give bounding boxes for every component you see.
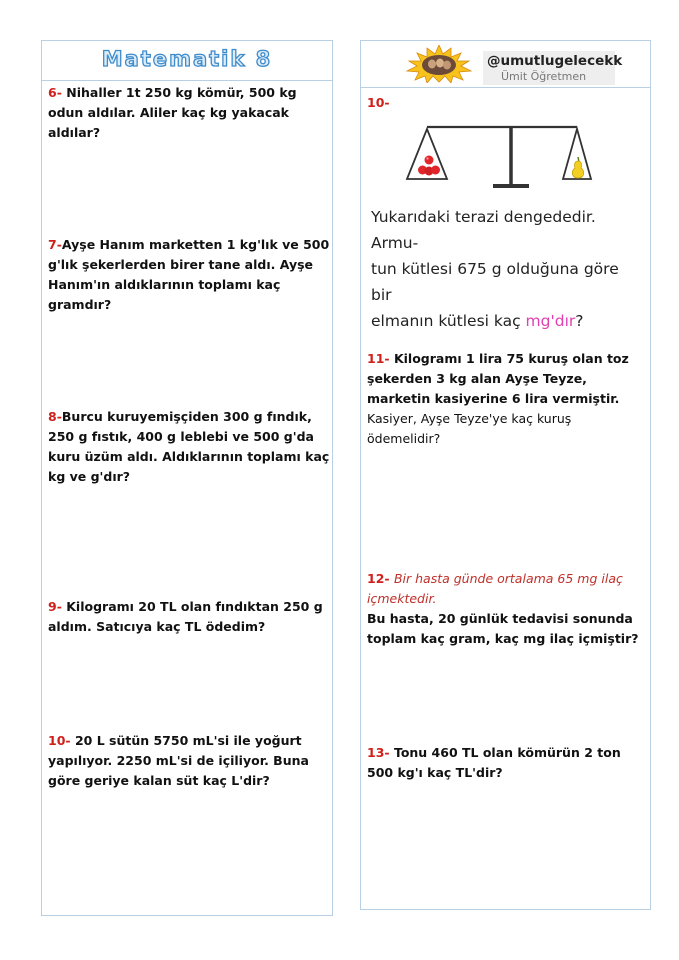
question-9 (48, 597, 330, 637)
highlighted-unit: mg'dır (525, 312, 576, 330)
question-text: 20 L sütün 5750 mL'si ile yoğurt yapılıyor. 2250 mL'si de içiliyor. Buna göre geriye kalan süt kaç L'dir? (48, 733, 309, 788)
question-12 (367, 569, 645, 649)
question-6 (48, 83, 330, 143)
question-10-right-number (367, 93, 645, 113)
question-number: 13- (367, 745, 390, 760)
author-handle: @umutlugelecekk (487, 53, 623, 69)
question-number: 8- (48, 409, 62, 424)
question-text: elmanın kütlesi kaç (371, 312, 526, 330)
question-number: 12- (367, 571, 390, 586)
question-text: Nihaller 1t 250 kg kömür, 500 kg odun aldılar. Aliler kaç kg yakacak aldılar? (48, 85, 297, 140)
left-worksheet-panel (41, 40, 333, 916)
question-text: Ayşe Hanım marketten 1 kg'lık ve 500 g'lık şekerlerden birer tane aldı. Ayşe Hanım'ın aldıklarının toplamı kaç gramdır? (48, 237, 330, 312)
balance-scale-icon (405, 121, 601, 195)
question-number: 11- (367, 351, 390, 366)
question-text: ? (575, 312, 584, 330)
question-text: Tonu 460 TL olan kömürün 2 ton 500 kg'ı kaç TL'dir? (367, 745, 621, 780)
apple-icon (417, 155, 441, 177)
question-text: Kilogramı 1 lira 75 kuruş olan toz şekerden 3 kg alan Ayşe Teyze, marketin kasiyerine 6 lira vermiştir. (367, 351, 629, 406)
question-text-plain: Kasiyer, Ayşe Teyze'ye kaç kuruş ödemelidir? (367, 411, 572, 446)
question-text-line (371, 308, 643, 334)
question-number: 6- (48, 85, 62, 100)
question-text: Burcu kuruyemişçiden 300 g fındık, 250 g fıstık, 400 g leblebi ve 500 g'da kuru üzüm aldı. Aldıklarının toplamı kaç kg ve g'dır? (48, 409, 330, 484)
header-divider (361, 87, 650, 88)
question-text-line: tun kütlesi 675 g olduğuna göre bir (371, 260, 619, 304)
question-number: 10- (367, 95, 390, 110)
question-7 (48, 235, 330, 315)
question-10-left (48, 731, 330, 791)
question-11 (367, 349, 645, 449)
question-text-line: Yukarıdaki terazi dengededir. Armu- (371, 208, 596, 252)
worksheet-title: Matematik 8 (101, 47, 273, 71)
title-divider (42, 80, 332, 81)
question-number: 9- (48, 599, 62, 614)
pear-icon (569, 157, 587, 179)
teacher-name: Ümit Öğretmen (501, 70, 587, 83)
question-13 (367, 743, 645, 783)
question-number: 10- (48, 733, 71, 748)
question-number: 7- (48, 237, 62, 252)
sun-logo-icon (401, 45, 477, 83)
author-badge (483, 51, 623, 85)
right-worksheet-panel (360, 40, 651, 910)
question-text: Kilogramı 20 TL olan fındıktan 250 g aldım. Satıcıya kaç TL ödedim? (48, 599, 323, 634)
question-8 (48, 407, 330, 487)
question-text-italic: Bir hasta günde ortalama 65 mg ilaç içmektedir. (367, 571, 623, 606)
question-10-right (371, 204, 643, 334)
question-text: Bu hasta, 20 günlük tedavisi sonunda toplam kaç gram, kaç mg ilaç içmiştir? (367, 611, 639, 646)
